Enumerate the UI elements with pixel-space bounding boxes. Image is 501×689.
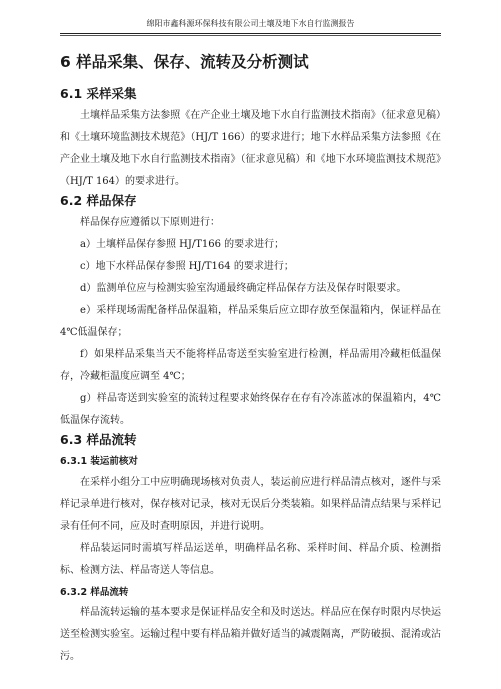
- subsection-title-6-3: 6.3 样品流转: [60, 432, 137, 447]
- paragraph-shipping-form: 样品装运同时需填写样品运送单，明确样品名称、采样时间、样品介质、检测指标、检测方法、样品寄送人等信息。: [60, 543, 441, 576]
- list-item: a）土壤样品保存参照 HJ/T166 的要求进行；: [80, 239, 285, 250]
- paragraph-sampling: 土壤样品采集方法参照《在产企业土壤及地下水自行监测技术指南》（征求意见稿）和《土壤环境监测技术规范》（HJ/T 166）的要求进行；地下水样品采集方法参照《在产企业土壤及地下水自行监测技术指南》（征求意见稿）和《地下水环境监测技术规范》（HJ/T 164）的要求进行。: [60, 110, 441, 187]
- section-title: 6 样品采集、保存、流转及分析测试: [60, 53, 309, 71]
- header-rule: [60, 33, 441, 34]
- paragraph-storage-intro: 样品保存应遵循以下原则进行：: [80, 217, 220, 228]
- subsection-title-6-3-2: 6.3.2 样品流转: [60, 587, 129, 598]
- paragraph-sample-transfer: 样品流转运输的基本要求是保证样品安全和及时送达。样品应在保存时限内尽快运送至检测实验室。运输过程中要有样品箱并做好适当的减震隔离，严防破损、混淆或沾污。: [60, 607, 441, 662]
- list-item: g）样品寄送到实验室的流转过程要求始终保存在存有冷冻蓝冰的保温箱内，4℃低温保存流转。: [60, 393, 441, 426]
- subsection-title-6-1: 6.1 采样采集: [60, 86, 137, 101]
- header-rule-thin: [60, 35, 441, 36]
- list-item: f）如果样品采集当天不能将样品寄送至实验室进行检测，样品需用冷藏柜低温保存，冷藏柜温度应调至 4℃；: [60, 349, 441, 382]
- list-item: e）采样现场需配备样品保温箱，样品采集后应立即存放至保温箱内，保证样品在 4℃低温保存；: [60, 305, 441, 338]
- page-header: 绵阳市鑫科源环保科技有限公司土壤及地下水自行监测报告: [146, 19, 355, 28]
- list-item: d）监测单位应与检测实验室沟通最终确定样品保存方法及保存时限要求。: [80, 283, 407, 294]
- subsection-title-6-2: 6.2 样品保存: [60, 193, 137, 208]
- paragraph-pre-shipment-check: 在采样小组分工中应明确现场核对负责人，装运前应进行样品清点核对，逐件与采样记录单进行核对，保存核对记录，核对无误后分类装箱。如果样品清点结果与采样记录有任何不同，应及时查明原因，并进行说明。: [60, 477, 441, 532]
- list-item: c）地下水样品保存参照 HJ/T164 的要求进行；: [80, 261, 294, 272]
- subsection-title-6-3-1: 6.3.1 装运前核对: [60, 456, 138, 467]
